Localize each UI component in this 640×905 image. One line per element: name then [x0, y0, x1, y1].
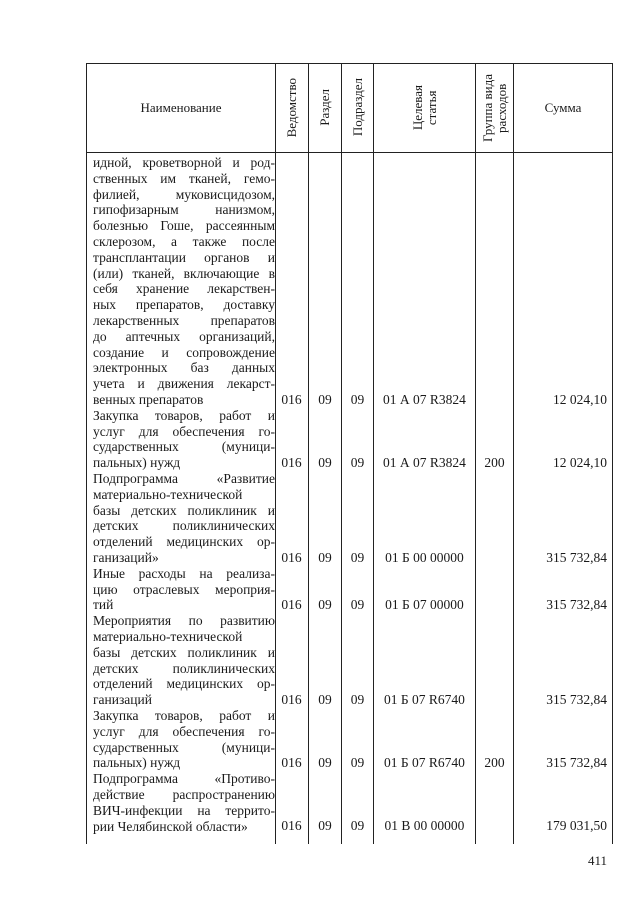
- row-podrazdel: 09: [350, 391, 365, 407]
- row-vedomstvo: 016: [281, 454, 302, 470]
- row-celevaya: 01 Б 07 R6740: [384, 691, 465, 707]
- row-gruppa: 200: [484, 755, 505, 771]
- row-podrazdel: 09: [350, 755, 365, 771]
- header-podrazdel: [342, 63, 373, 152]
- row-name-line: пальных) нужд: [93, 455, 181, 471]
- header-name-label: Наименование: [140, 99, 222, 115]
- row-name: [93, 408, 275, 471]
- row-name-line: Иные расходы на реализа-: [93, 565, 275, 581]
- row-name-line: базы детских поликлиник и: [93, 644, 275, 660]
- table-row: [86, 471, 613, 566]
- row-name-line: (или) тканей, включающие в: [93, 265, 275, 281]
- row-name-line: филией, муковисцидозом,: [93, 186, 275, 202]
- row-razdel: 09: [318, 549, 332, 565]
- row-name-line: болезнью Гоше, рассеянным: [93, 218, 275, 234]
- row-name-line: детских поликлинических: [93, 660, 275, 676]
- header-razdel: [309, 63, 341, 152]
- table-row: [86, 566, 613, 613]
- header-gruppa: [476, 63, 513, 152]
- row-name-line: венных препаратов: [93, 391, 204, 407]
- row-name-line: ственных им тканей, гемо-: [93, 170, 275, 186]
- header-bottom-border: [86, 152, 613, 153]
- header-name: [87, 63, 275, 152]
- row-name-line: электронных баз данных: [93, 360, 275, 376]
- header-gruppa-line-2: расходов: [493, 82, 509, 133]
- row-name-line: гипофизарным нанизмом,: [93, 202, 275, 218]
- table-row: [86, 613, 613, 708]
- row-vedomstvo: 016: [281, 549, 302, 565]
- row-name-line: ВИЧ-инфекции на террито-: [93, 802, 275, 818]
- row-name: [93, 566, 275, 613]
- row-name-line: сударственных (муници-: [93, 739, 275, 755]
- row-celevaya: 01 А 07 R3824: [383, 454, 466, 470]
- row-name-line: сударственных (муници-: [93, 439, 275, 455]
- row-podrazdel: 09: [350, 597, 365, 613]
- row-name-line: отделений медицинских ор-: [93, 534, 275, 550]
- row-vedomstvo: 016: [281, 391, 302, 407]
- row-name-line: услуг для обеспечения го-: [93, 423, 275, 439]
- row-gruppa: 200: [484, 454, 505, 470]
- table-row: [86, 408, 613, 471]
- row-summa: 315 732,84: [546, 691, 607, 707]
- table-row: [86, 708, 613, 771]
- row-razdel: 09: [318, 454, 332, 470]
- row-name-line: ганизаций: [93, 692, 152, 708]
- row-celevaya: 01 Б 07 R6740: [384, 755, 465, 771]
- header-gruppa-line-1: Группа вида: [479, 73, 495, 142]
- row-name: [93, 471, 275, 566]
- row-name-line: Подпрограмма «Развитие: [93, 471, 275, 486]
- row-name-line: учета и движения лекарст-: [93, 376, 275, 392]
- row-name-line: услуг для обеспечения го-: [93, 723, 275, 739]
- row-name-line: базы детских поликлиник и: [93, 502, 275, 518]
- row-name: [93, 708, 275, 771]
- row-name: [93, 155, 275, 408]
- row-name-line: себя хранение лекарствен-: [93, 281, 275, 297]
- row-name-line: рии Челябинской области»: [93, 818, 248, 834]
- row-name-line: ных препаратов, доставку: [93, 297, 275, 313]
- row-vedomstvo: 016: [281, 755, 302, 771]
- row-summa: 315 732,84: [546, 549, 607, 565]
- row-name-line: материально-технической: [93, 486, 243, 502]
- row-name-line: создание и сопровождение: [93, 344, 275, 360]
- row-name: [93, 613, 275, 708]
- page-number: 411: [588, 853, 608, 868]
- row-name-line: трансплантации органов и: [93, 249, 275, 265]
- row-razdel: 09: [318, 755, 332, 771]
- row-summa: 315 732,84: [546, 755, 607, 771]
- header-vedomstvo: [276, 63, 308, 152]
- row-summa: 315 732,84: [546, 597, 607, 613]
- row-name-line: до аптечных организаций,: [93, 328, 275, 344]
- row-celevaya: 01 Б 00 00000: [385, 549, 464, 565]
- row-name-line: Подпрограмма «Противо-: [93, 771, 275, 787]
- row-name-line: материально-технической: [93, 628, 243, 644]
- row-name-line: лекарственных препаратов: [93, 312, 275, 328]
- header-gruppa-label: [481, 74, 509, 142]
- row-podrazdel: 09: [350, 818, 365, 834]
- budget-table: [86, 63, 613, 844]
- row-razdel: 09: [318, 391, 332, 407]
- row-celevaya: 01 В 00 00000: [384, 818, 465, 834]
- table-row: [86, 771, 613, 834]
- row-razdel: 09: [318, 597, 332, 613]
- header-celevaya: [374, 63, 475, 152]
- header-celevaya-label: [411, 85, 439, 130]
- row-name-line: Закупка товаров, работ и: [93, 708, 275, 723]
- row-summa: 179 031,50: [546, 818, 607, 834]
- row-name-line: детских поликлинических: [93, 518, 275, 534]
- header-summa: [514, 63, 612, 152]
- row-celevaya: 01 Б 07 00000: [385, 597, 464, 613]
- row-name-line: пальных) нужд: [93, 755, 181, 771]
- row-name: [93, 771, 275, 834]
- row-vedomstvo: 016: [281, 691, 302, 707]
- row-name-line: Закупка товаров, работ и: [93, 407, 275, 423]
- header-summa-label: Сумма: [544, 99, 582, 115]
- row-vedomstvo: 016: [281, 818, 302, 834]
- row-name-line: тий: [93, 597, 114, 613]
- row-razdel: 09: [318, 691, 332, 707]
- row-razdel: 09: [318, 818, 332, 834]
- row-vedomstvo: 016: [281, 597, 302, 613]
- row-podrazdel: 09: [350, 454, 365, 470]
- row-podrazdel: 09: [350, 691, 365, 707]
- row-name-line: ганизаций»: [93, 549, 159, 565]
- row-summa: 12 024,10: [553, 391, 607, 407]
- table-row: [86, 155, 613, 408]
- row-name-line: идной, кроветворной и род-: [93, 155, 275, 170]
- row-name-line: Мероприятия по развитию: [93, 613, 275, 629]
- row-name-line: действие распространению: [93, 786, 275, 802]
- row-name-line: цию отраслевых мероприя-: [93, 581, 275, 597]
- row-podrazdel: 09: [350, 549, 365, 565]
- row-summa: 12 024,10: [553, 454, 607, 470]
- header-celevaya-line-1: Целевая: [409, 84, 425, 131]
- header-podrazdel-label: Подраздел: [349, 78, 365, 137]
- row-name-line: отделений медицинских ор-: [93, 676, 275, 692]
- header-razdel-label: Раздел: [317, 89, 332, 126]
- row-name-line: склерозом, а также после: [93, 233, 275, 249]
- header-celevaya-line-2: статья: [423, 90, 439, 125]
- row-celevaya: 01 А 07 R3824: [383, 391, 466, 407]
- header-vedomstvo-label: Ведомство: [284, 77, 299, 138]
